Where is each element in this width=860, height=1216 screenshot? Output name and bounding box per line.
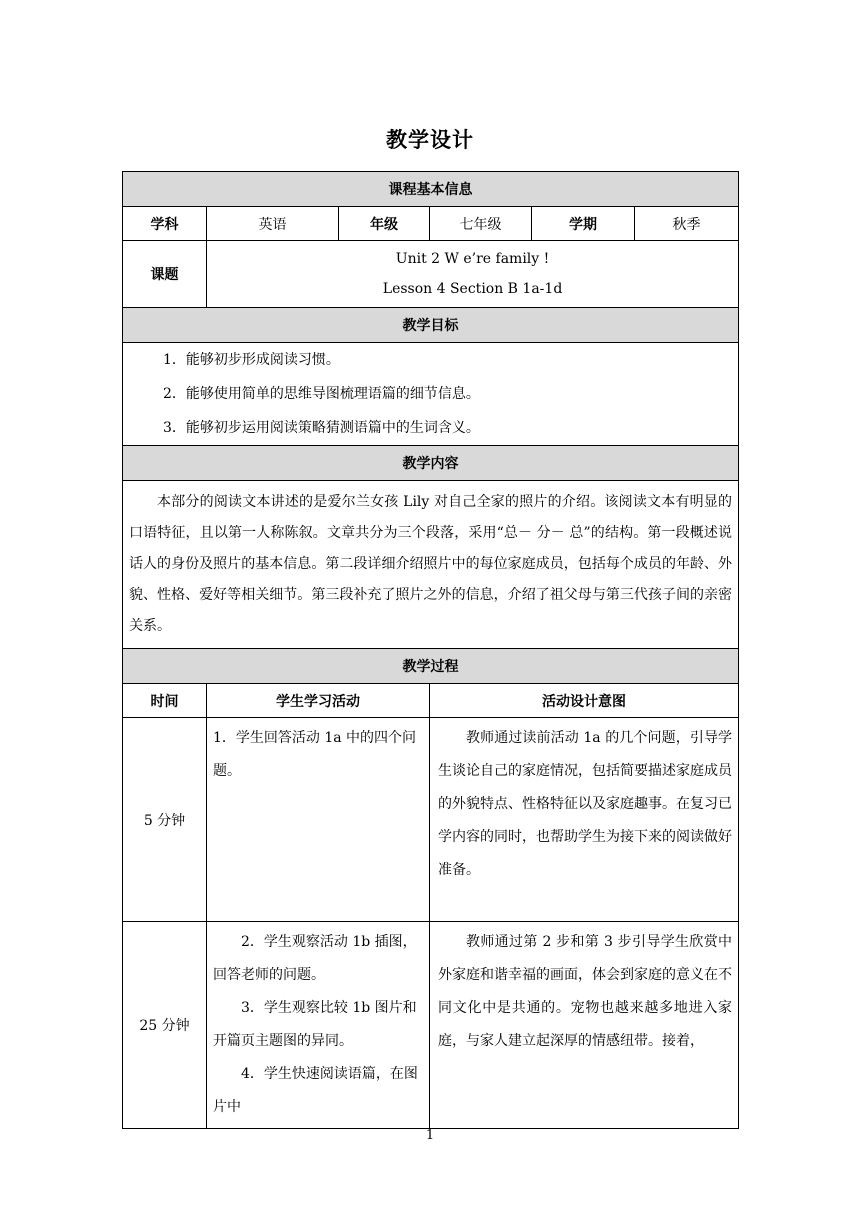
row-intent: 教师通过读前活动 1a 的几个问题，引导学生谈论自己的家庭情况，包括简要描述家庭成员的外貌特点、性格特征以及家庭趣事。在复习已学内容的同时，也帮助学生为接下来的阅读做好准备。 <box>430 718 739 922</box>
lesson-plan-table <box>122 171 739 1129</box>
activity-item: 2．学生观察活动 1b 插图，回答老师的问题。 <box>213 934 417 983</box>
term-label: 学期 <box>532 207 635 241</box>
objectives-list <box>123 343 739 446</box>
page-number: 1 <box>425 1128 435 1143</box>
row-time: 25 分钟 <box>123 922 207 1129</box>
row-intent: 教师通过第 2 步和第 3 步引导学生欣赏中外家庭和谐幸福的画面，体会到家庭的意义在不同文化中是共通的。宠物也越来越多地进入家庭，与家人建立起深厚的情感纽带。接着， <box>430 922 739 1129</box>
activity-item: 1．学生回答活动 1a 中的四个问题。 <box>213 730 417 779</box>
content-paragraph: 本部分的阅读文本讲述的是爱尔兰女孩 Lily 对自己全家的照片的介绍。该阅读文本有明显的口语特征，且以第一人称陈叙。文章共分为三个段落，采用“总－ 分－ 总”的结构。第一段概述说话人的身份及照片的基本信息。第二段详细介绍照片中的每位家庭成员，包括每个成员的年龄、外貌、性格、爱好等相关细节。第三段补充了照片之外的信息，介绍了祖父母与第三代孩子间的亲密关系。 <box>123 481 739 649</box>
col-activity-header: 学生学习活动 <box>207 684 430 718</box>
subject-value: 英语 <box>207 207 339 241</box>
topic-line-2: Lesson 4 Section B 1a-1d <box>382 281 563 297</box>
topic-label: 课题 <box>123 241 207 308</box>
grade-value: 七年级 <box>430 207 532 241</box>
activity-item: 3．学生观察比较 1b 图片和开篇页主题图的异同。 <box>213 1000 417 1049</box>
basic-info-header: 课程基本信息 <box>123 172 739 207</box>
objective-item: 2．能够使用简单的思维导图梳理语篇的细节信息。 <box>163 386 480 402</box>
row-time: 5 分钟 <box>123 718 207 922</box>
col-intent-header: 活动设计意图 <box>430 684 739 718</box>
row-activity <box>207 718 430 922</box>
topic-value <box>207 241 739 308</box>
term-value: 秋季 <box>635 207 739 241</box>
row-activity <box>207 922 430 1129</box>
activity-item: 4．学生快速阅读语篇，在图片中 <box>213 1066 418 1115</box>
content-header: 教学内容 <box>123 446 739 481</box>
col-time-header: 时间 <box>123 684 207 718</box>
document-title: 教学设计 <box>386 128 474 152</box>
subject-label: 学科 <box>123 207 207 241</box>
grade-label: 年级 <box>339 207 430 241</box>
topic-line-1: Unit 2 W e’re family ! <box>395 251 550 267</box>
objectives-header: 教学目标 <box>123 308 739 343</box>
objective-item: 3．能够初步运用阅读策略猜测语篇中的生词含义。 <box>163 420 480 436</box>
objective-item: 1．能够初步形成阅读习惯。 <box>163 352 340 368</box>
process-header: 教学过程 <box>123 649 739 684</box>
